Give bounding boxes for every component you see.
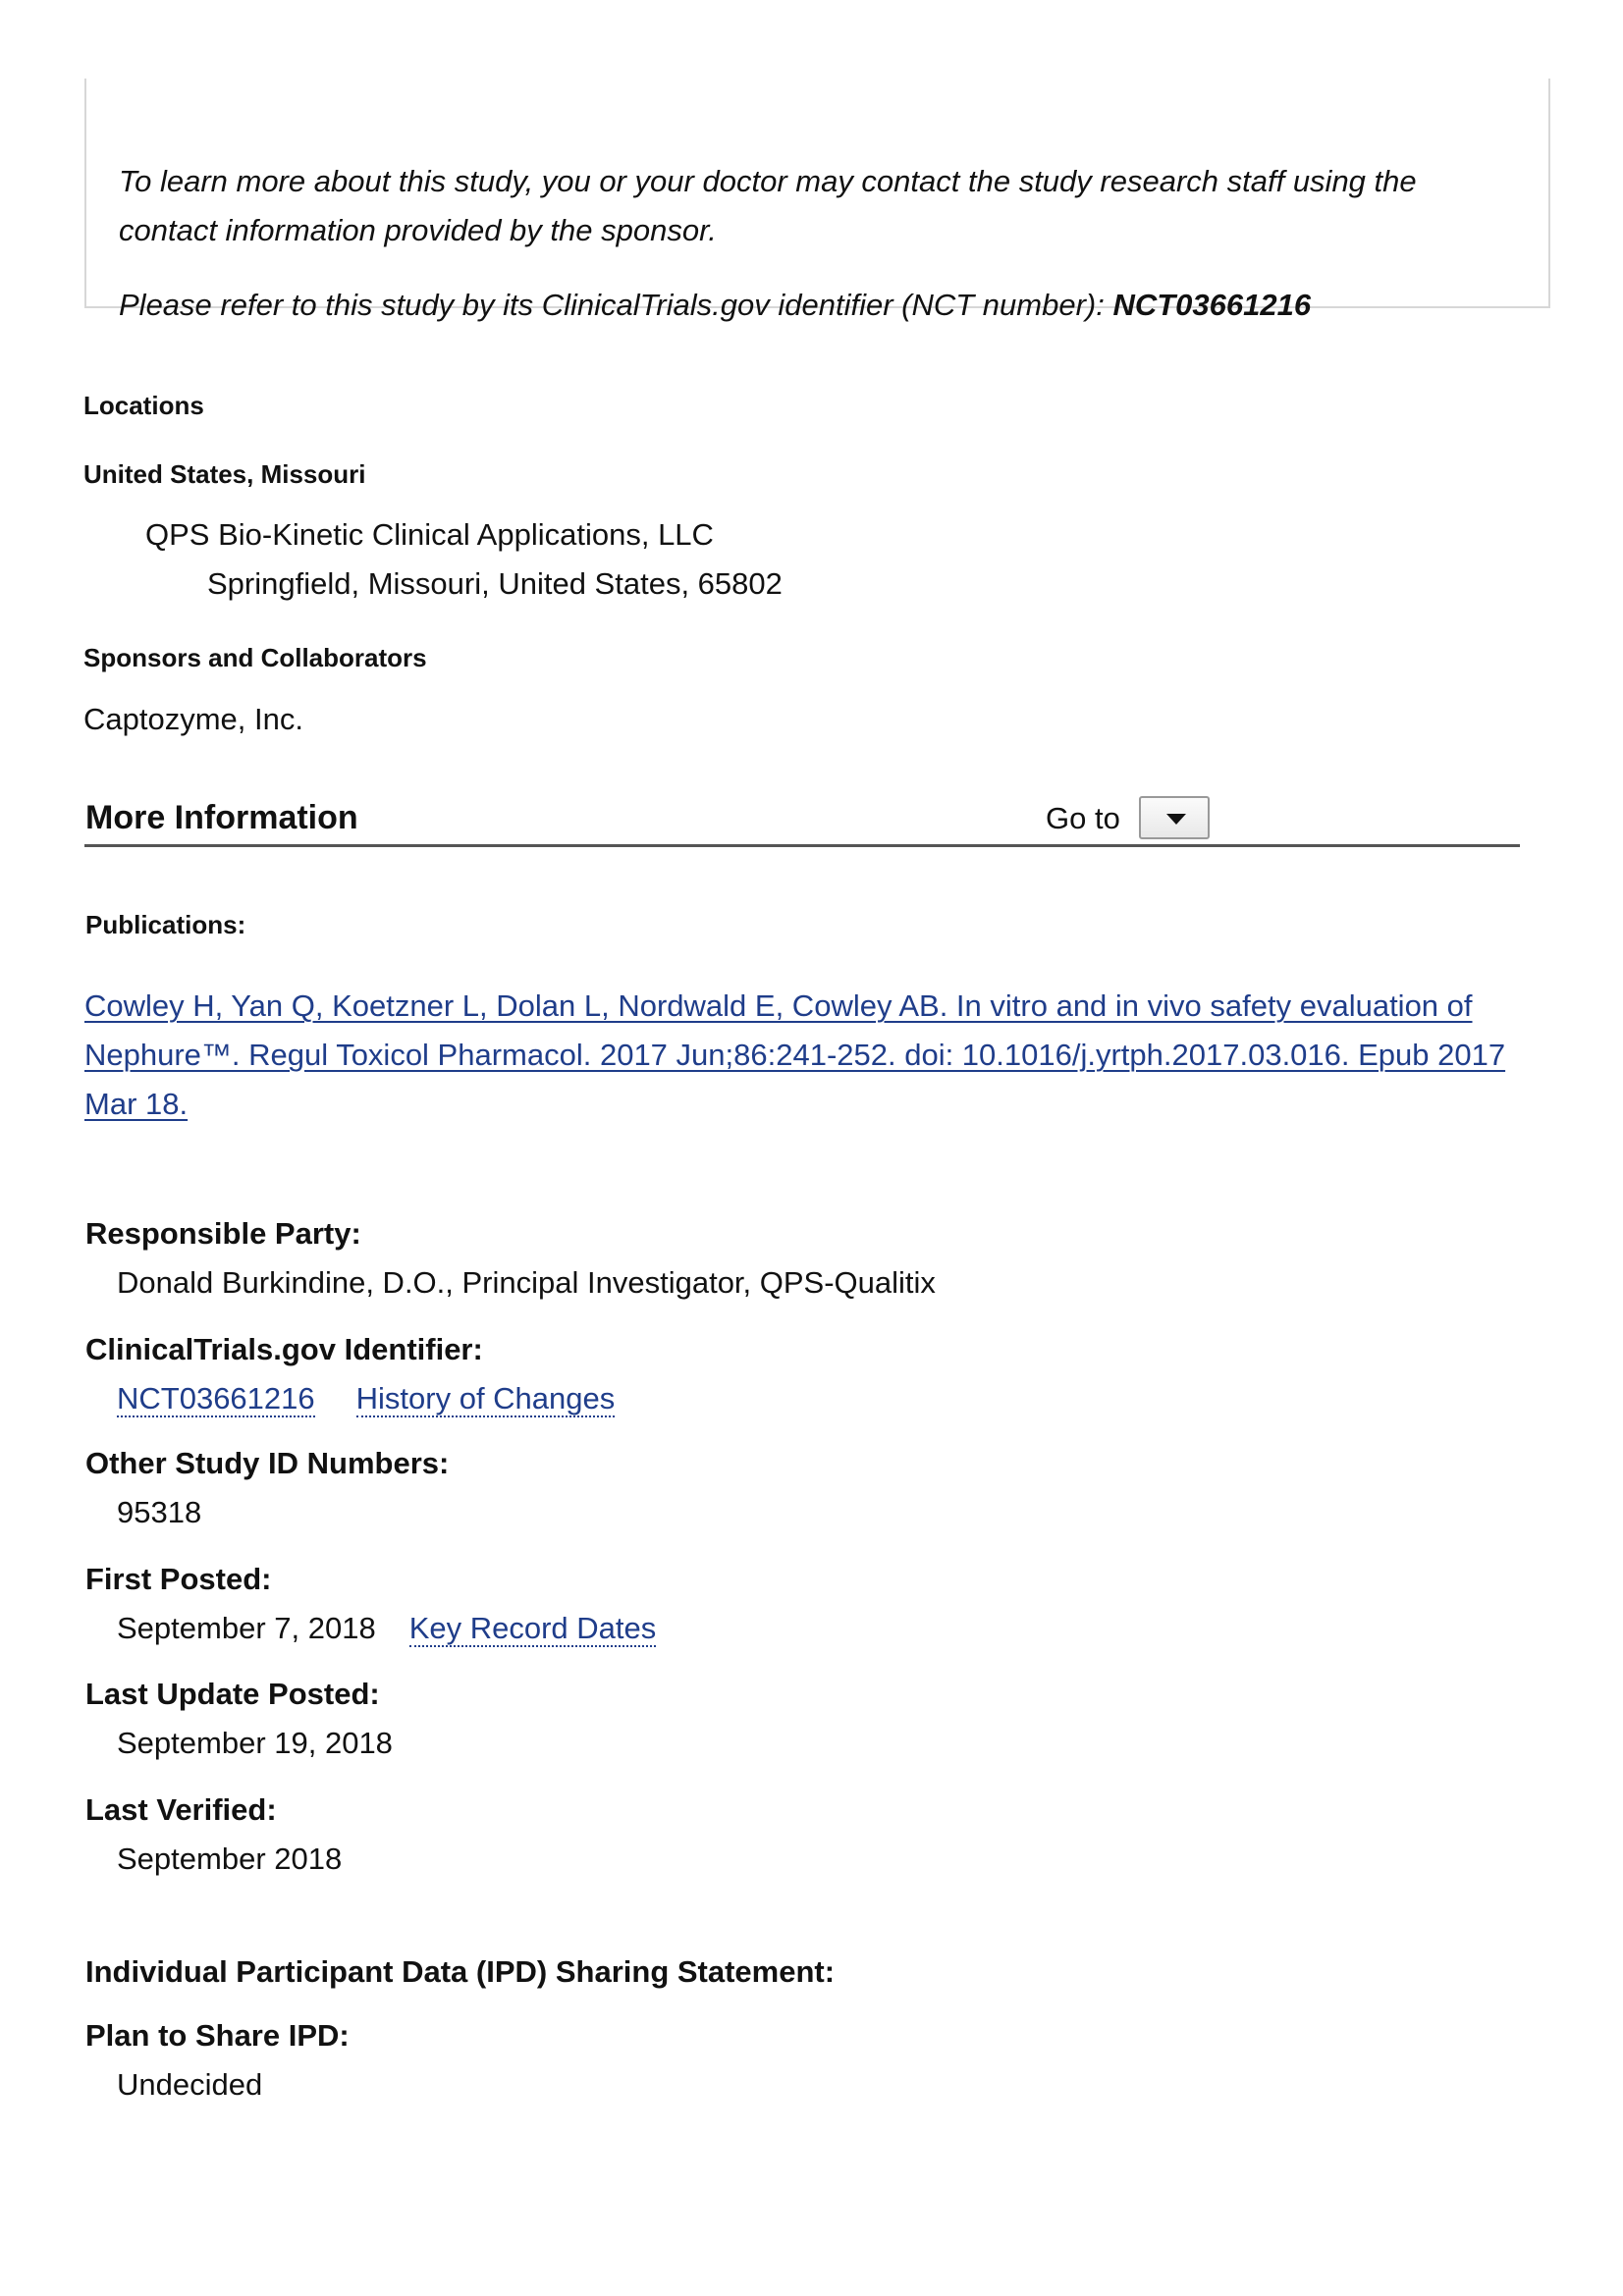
first-posted-label: First Posted: — [85, 1562, 272, 1596]
nct-reference-text — [119, 287, 1311, 324]
responsible-party-label: Responsible Party: — [85, 1216, 361, 1251]
goto-label: Go to — [1046, 801, 1120, 835]
location-site-name: QPS Bio-Kinetic Clinical Applications, LLC — [145, 517, 714, 552]
key-record-dates-link[interactable]: Key Record Dates — [408, 1611, 657, 1645]
location-site-address: Springfield, Missouri, United States, 65802 — [207, 566, 783, 601]
section-divider — [84, 844, 1520, 847]
last-update-posted-label: Last Update Posted: — [85, 1677, 380, 1711]
nct-identifier-link[interactable]: NCT03661216 — [117, 1381, 315, 1415]
responsible-party-value: Donald Burkindine, D.O., Principal Investigator, QPS-Qualitix — [117, 1265, 936, 1300]
last-verified-label: Last Verified: — [85, 1792, 277, 1827]
more-information-title: More Information — [85, 799, 358, 836]
identifier-label: ClinicalTrials.gov Identifier: — [85, 1332, 483, 1366]
ipd-sharing-heading: Individual Participant Data (IPD) Sharing Statement: — [85, 1954, 836, 1989]
nct-reference-prefix: Please refer to this study by its ClinicalTrials.gov identifier (NCT number): — [119, 288, 1113, 322]
goto-dropdown-button[interactable] — [1139, 796, 1210, 839]
location-region: United States, Missouri — [83, 459, 366, 489]
contact-info-box — [84, 79, 1550, 322]
caret-down-icon — [1166, 814, 1186, 825]
last-verified-value: September 2018 — [117, 1842, 343, 1876]
contact-text-line-1: To learn more about this study, you or your doctor may contact the study research staff using the — [119, 164, 1417, 198]
identifier-links — [117, 1380, 615, 1417]
first-posted-row — [117, 1610, 656, 1647]
last-update-posted-value: September 19, 2018 — [117, 1726, 393, 1760]
plan-to-share-ipd-label: Plan to Share IPD: — [85, 2018, 350, 2053]
sponsor-name: Captozyme, Inc. — [83, 702, 303, 736]
publication-citation-link[interactable]: Cowley H, Yan Q, Koetzner L, Dolan L, Nordwald E, Cowley AB. In vitro and in vivo safety evaluation of Nephure™. Regul Toxicol Pharmacol. 2017 Jun;86:241-252. doi: 10.1016/j.yrtph.2017.03.016. Epub 2017 Mar 18. — [84, 988, 1506, 1121]
history-of-changes-link[interactable]: History of Changes — [355, 1381, 616, 1415]
locations-heading: Locations — [83, 391, 204, 420]
other-study-ids-value: 95318 — [117, 1495, 202, 1529]
plan-to-share-ipd-value: Undecided — [117, 2067, 263, 2102]
nct-reference-number: NCT03661216 — [1112, 288, 1312, 322]
first-posted-value: September 7, 2018 — [117, 1611, 376, 1645]
contact-text-line-2: contact information provided by the sponsor. — [119, 213, 717, 247]
sponsors-heading: Sponsors and Collaborators — [83, 643, 427, 672]
publications-heading: Publications: — [85, 910, 246, 939]
other-study-ids-label: Other Study ID Numbers: — [85, 1446, 450, 1480]
